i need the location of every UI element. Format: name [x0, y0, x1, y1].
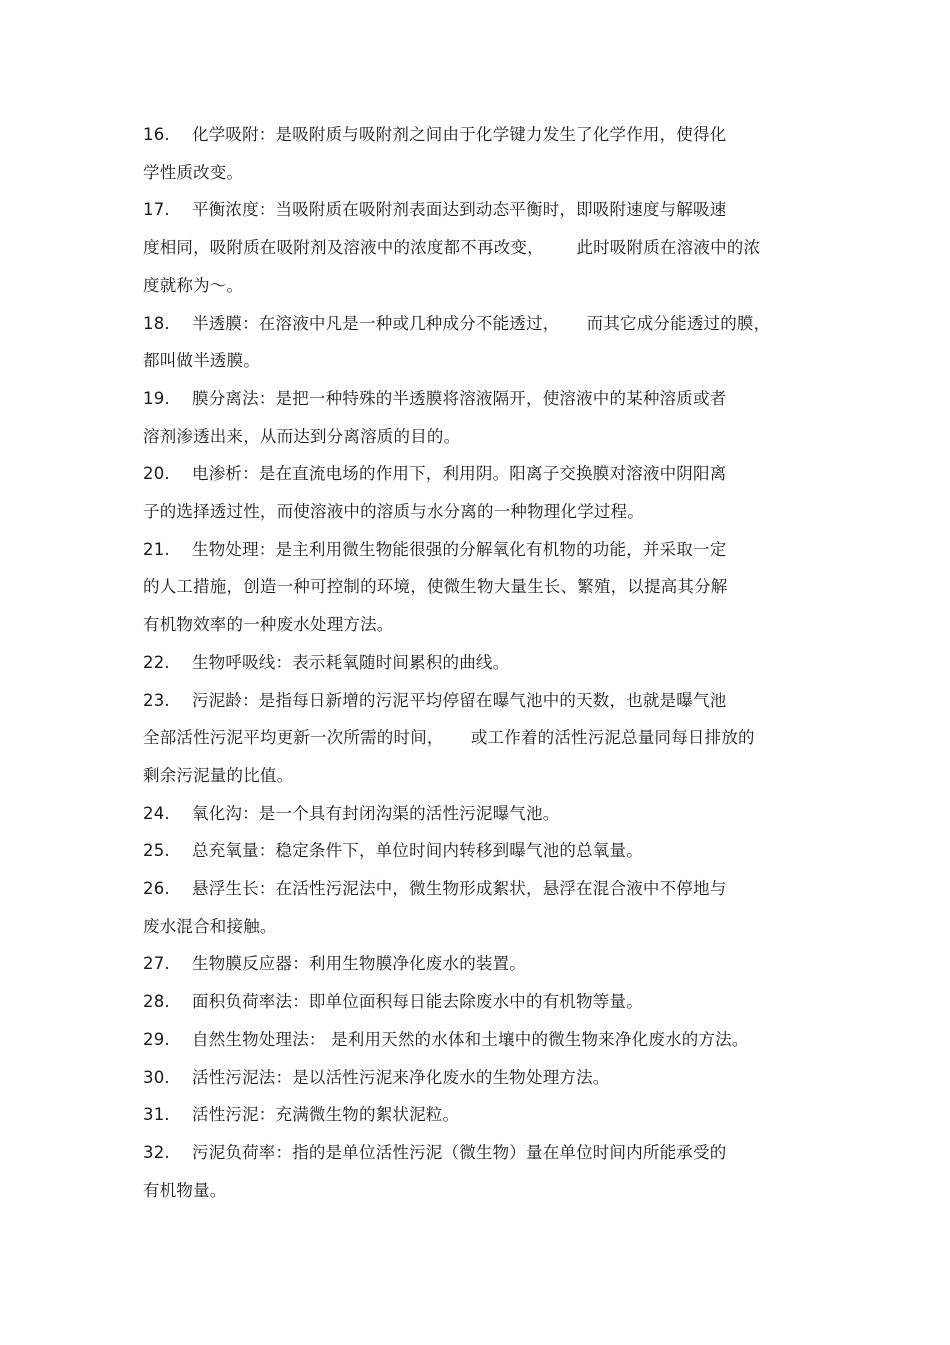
entry-text: 污泥龄：是指每日新增的污泥平均停留在曝气池中的天数，也就是曝气池	[192, 690, 727, 710]
entry-text: 半透膜：在溶液中凡是一种或几种成分不能透过， 而其它成分能透过的膜，	[192, 313, 771, 333]
entry-first-line	[143, 803, 559, 825]
entry-continuation-line: 有机物量。	[143, 1180, 227, 1200]
entry-text: 污泥负荷率：指的是单位活性污泥（微生物）量在单位时间内所能承受的	[192, 1142, 727, 1162]
entry-text: 化学吸附：是吸附质与吸附剂之间由于化学键力发生了化学作用，使得化	[192, 125, 727, 144]
entry-continuation-line: 度相同，吸附质在吸附剂及溶液中的浓度都不再改变， 此时吸附质在溶液中的浓	[143, 238, 761, 258]
entry-first-line	[143, 878, 726, 900]
entry-number: 25.	[143, 841, 170, 861]
entry-text: 总充氧量：稳定条件下，单位时间内转移到曝气池的总氧量。	[192, 841, 643, 861]
entry-first-line	[143, 463, 726, 485]
entry-text: 活性污泥：充满微生物的絮状泥粒。	[192, 1105, 460, 1125]
entry-number: 16.	[143, 125, 170, 144]
entry-continuation-line: 都叫做半透膜。	[143, 351, 260, 371]
entry-first-line	[143, 388, 726, 410]
entry-continuation-line: 学性质改变。	[143, 162, 244, 182]
entry-continuation-line: 全部活性污泥平均更新一次所需的时间， 或工作着的活性污泥总量同每日排放的	[143, 728, 755, 748]
entry-continuation-line: 度就称为～。	[143, 275, 244, 295]
entry-first-line	[143, 124, 726, 146]
entry-text: 悬浮生长：在活性污泥法中，微生物形成絮状，悬浮在混合液中不停地与	[192, 879, 727, 898]
entry-first-line	[143, 953, 526, 975]
entry-continuation-line: 溶剂渗透出来，从而达到分离溶质的目的。	[143, 426, 461, 446]
entry-first-line	[143, 1142, 726, 1164]
entry-number: 27.	[143, 954, 170, 974]
entry-number: 30.	[143, 1067, 170, 1087]
entry-first-line	[143, 1029, 749, 1051]
entry-number: 24.	[143, 803, 170, 823]
entry-continuation-line: 剩余污泥量的比值。	[143, 765, 294, 785]
entry-text: 生物膜反应器：利用生物膜净化废水的装置。	[192, 954, 526, 974]
entry-number: 32.	[143, 1142, 170, 1162]
entry-first-line	[143, 991, 643, 1013]
entry-text: 活性污泥法：是以活性污泥来净化废水的生物处理方法。	[192, 1067, 610, 1087]
entry-text: 膜分离法：是把一种特殊的半透膜将溶液隔开，使溶液中的某种溶质或者	[192, 388, 727, 408]
entry-first-line	[143, 1104, 459, 1126]
entry-number: 21.	[143, 539, 170, 559]
entry-first-line	[143, 313, 770, 335]
entry-text: 电渗析：是在直流电场的作用下，利用阴。阳离子交换膜对溶液中阴阳离	[192, 464, 727, 484]
entry-number: 26.	[143, 879, 170, 898]
entry-continuation-line: 废水混合和接触。	[143, 916, 277, 936]
entry-first-line	[143, 1067, 610, 1089]
entry-number: 29.	[143, 1029, 170, 1049]
entry-text: 生物处理：是主利用微生物能很强的分解氧化有机物的功能，并采取一定	[192, 539, 727, 559]
entry-number: 18.	[143, 313, 170, 333]
entry-text: 氧化沟：是一个具有封闭沟渠的活性污泥曝气池。	[192, 803, 560, 823]
entry-continuation-line: 子的选择透过性，而使溶液中的溶质与水分离的一种物理化学过程。	[143, 502, 644, 521]
entry-text: 平衡浓度：当吸附质在吸附剂表面达到动态平衡时，即吸附速度与解吸速	[192, 200, 727, 220]
entry-first-line	[143, 840, 643, 862]
entry-continuation-line: 有机物效率的一种废水处理方法。	[143, 615, 394, 635]
entry-text: 自然生物处理法： 是利用天然的水体和土壤中的微生物来净化废水的方法。	[192, 1029, 749, 1049]
entry-number: 19.	[143, 388, 170, 408]
entry-first-line	[143, 199, 726, 221]
entry-number: 28.	[143, 992, 170, 1012]
entry-number: 23.	[143, 690, 170, 710]
entry-number: 20.	[143, 464, 170, 484]
entry-number: 31.	[143, 1105, 170, 1125]
entry-continuation-line: 的人工措施，创造一种可控制的环境，使微生物大量生长、繁殖，以提高其分解	[143, 577, 728, 597]
entry-text: 面积负荷率法：即单位面积每日能去除废水中的有机物等量。	[192, 992, 643, 1012]
entry-first-line	[143, 690, 726, 712]
entry-text: 生物呼吸线：表示耗氧随时间累积的曲线。	[192, 652, 510, 672]
entry-number: 22.	[143, 652, 170, 672]
entry-first-line	[143, 539, 726, 561]
entry-first-line	[143, 652, 509, 674]
entry-number: 17.	[143, 200, 170, 220]
